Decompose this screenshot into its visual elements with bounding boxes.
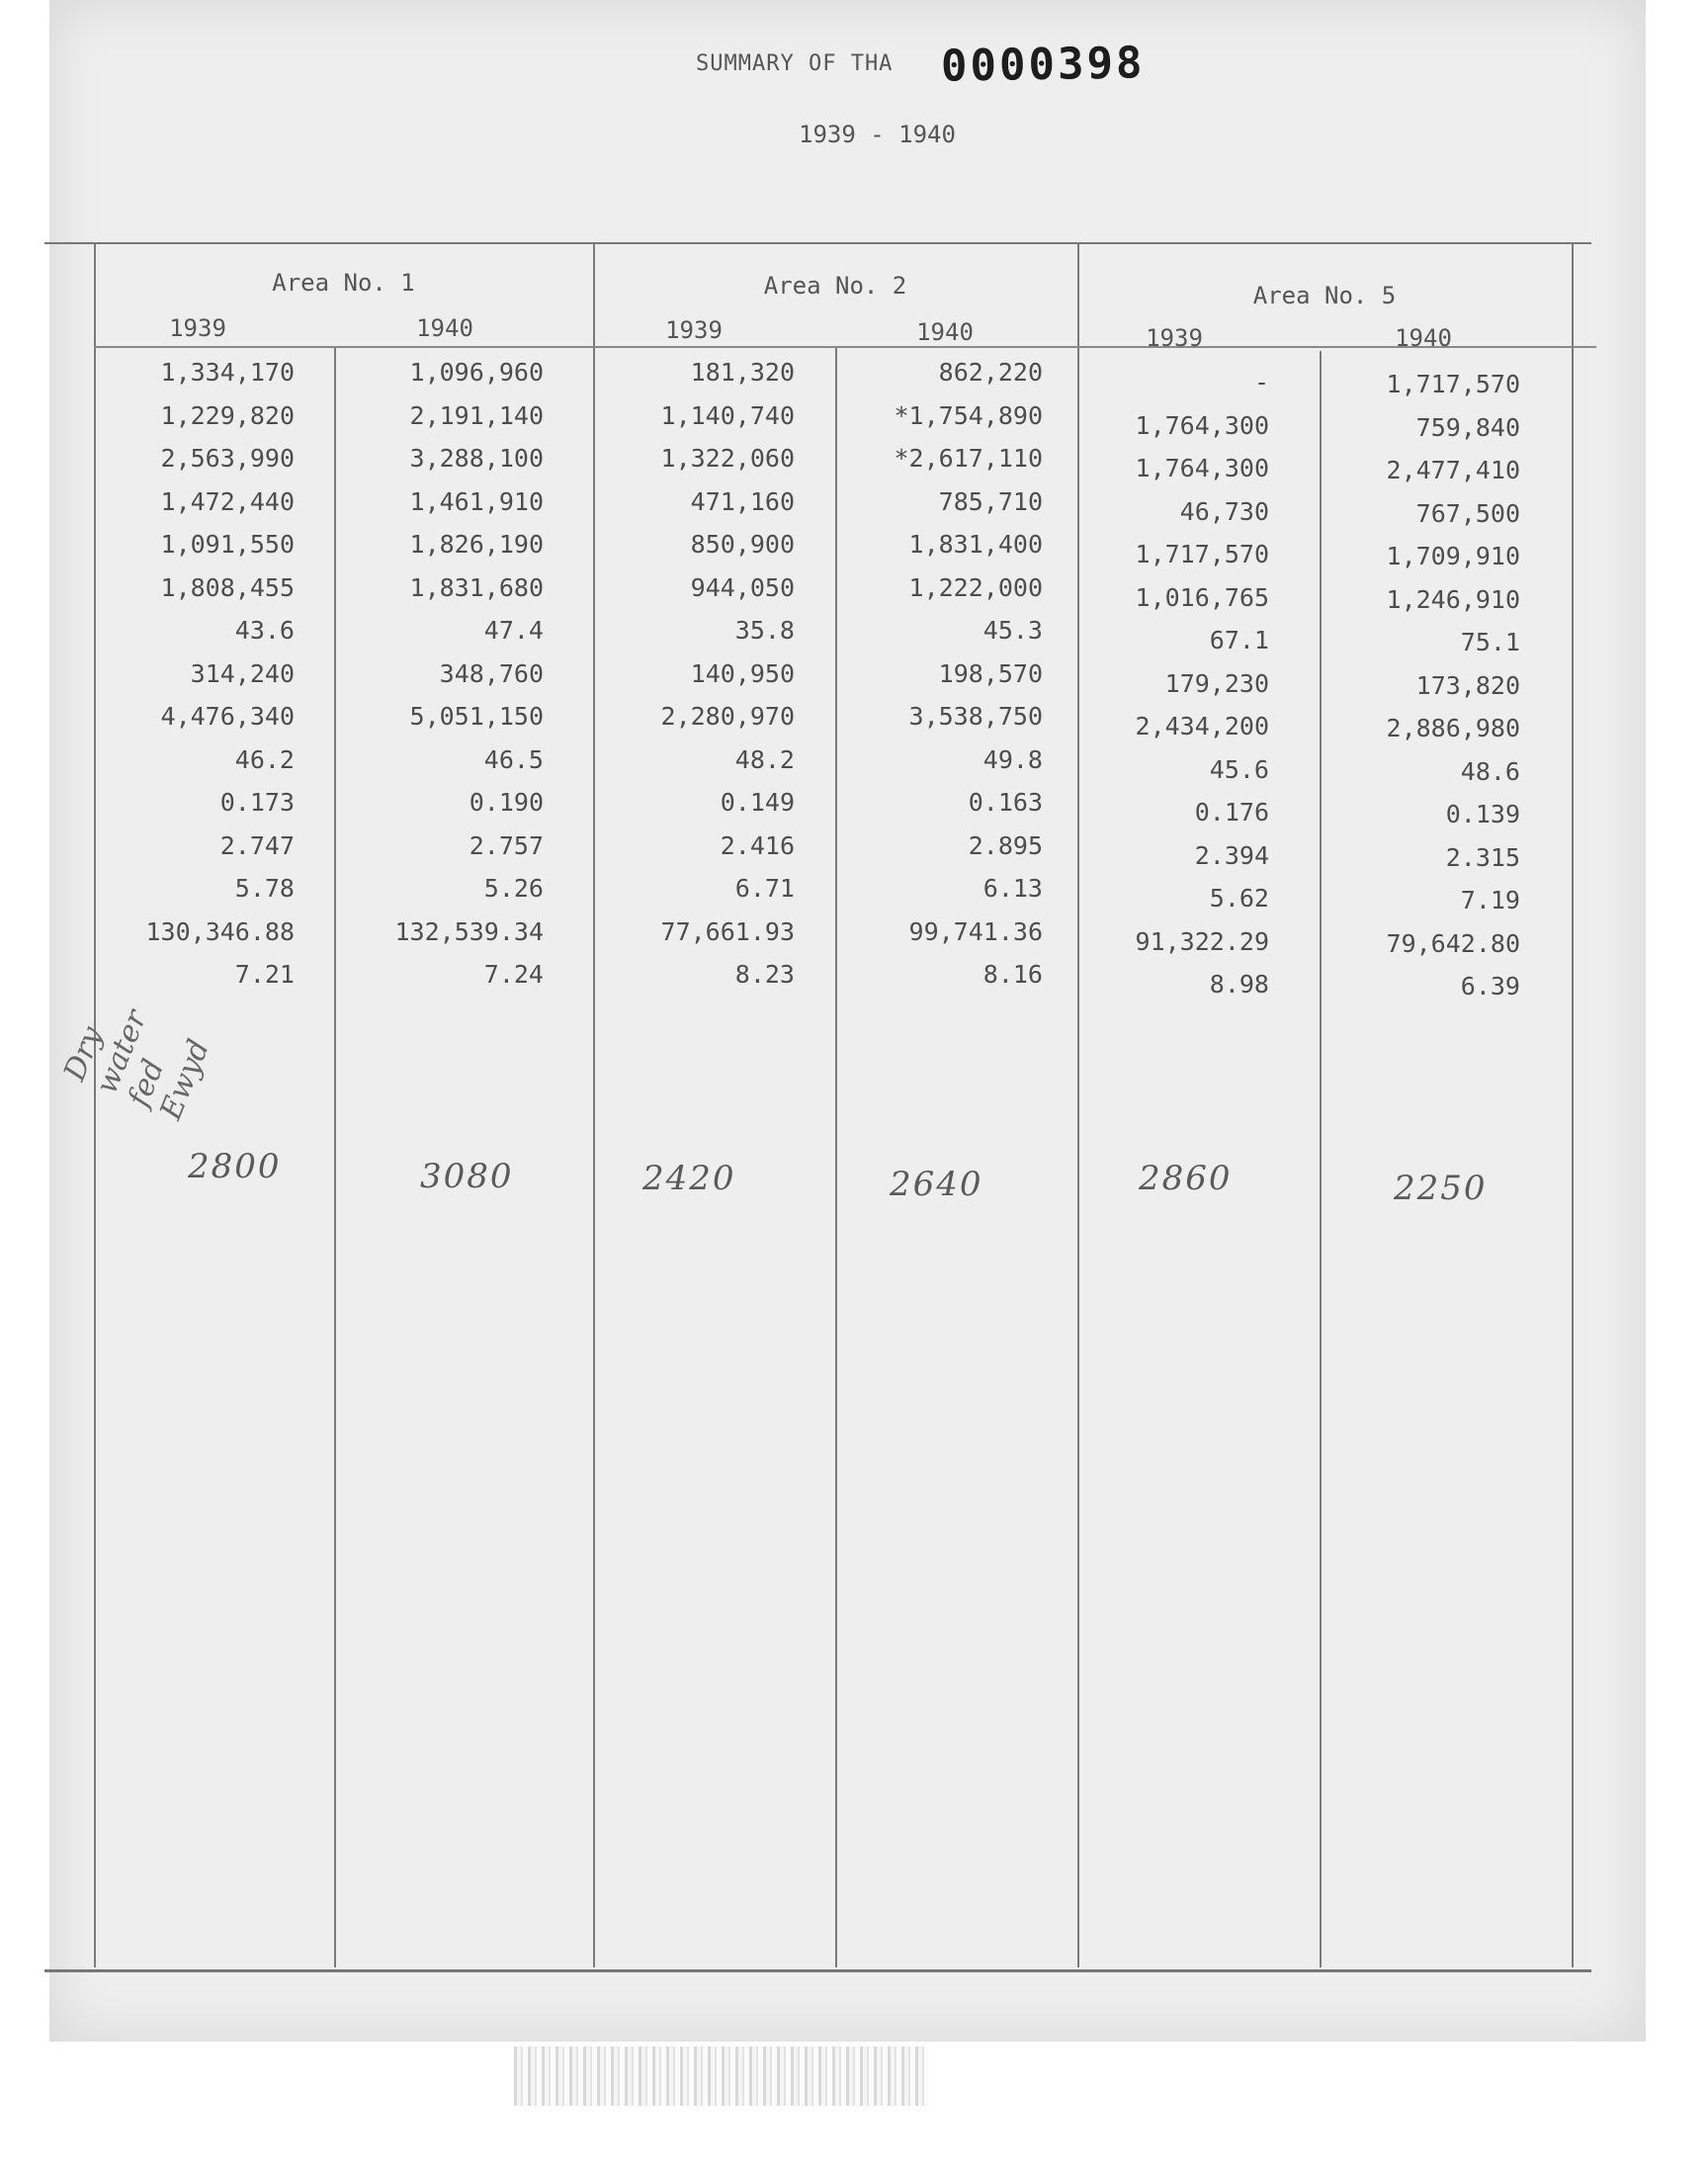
area-header: Area No. 5: [1252, 282, 1397, 309]
table-cell: 2.416: [720, 830, 795, 860]
table-cell: 91,322.29: [1135, 926, 1269, 956]
table-cell: 5.78: [234, 874, 295, 903]
table-cell: 130,346.88: [145, 916, 295, 946]
table-cell: 8.23: [734, 960, 795, 989]
table-cell: 1,222,000: [908, 572, 1043, 602]
table-cell: 2.895: [968, 830, 1043, 860]
table-cell: 45.6: [1209, 754, 1269, 784]
table-cell: 0.149: [720, 788, 795, 817]
table-cell: 1,140,740: [660, 400, 795, 430]
table-cell: 75.1: [1460, 628, 1520, 656]
table-cell: 5.62: [1209, 884, 1269, 913]
table-cell: 1,472,440: [160, 486, 295, 516]
table-cell: 1,091,550: [160, 530, 295, 559]
data-column: [839, 358, 1043, 1003]
table-cell: 1,717,570: [1386, 370, 1520, 398]
table-cell: 46.5: [483, 744, 544, 774]
table-cell: 1,229,820: [160, 400, 295, 430]
table-cell: 132,539.34: [394, 916, 544, 946]
table-cell: 3,288,100: [409, 444, 544, 473]
table-cell: 1,334,170: [160, 358, 295, 387]
data-column: [97, 358, 295, 1003]
table-cell: 2,280,970: [660, 702, 795, 731]
table-cell: 1,764,300: [1135, 454, 1269, 482]
area-rule: [1077, 242, 1079, 1967]
table-cell: 179,230: [1164, 668, 1269, 698]
table-cell: 2.394: [1194, 840, 1269, 870]
year-header: 1940: [416, 314, 473, 342]
handwritten-figure: 2860: [1139, 1159, 1233, 1198]
table-cell: 471,160: [690, 486, 795, 516]
data-column: [597, 358, 795, 1003]
table-cell: 348,760: [439, 658, 544, 688]
table-cell: 785,710: [938, 486, 1043, 516]
column-rule: [1320, 351, 1322, 1967]
data-column: [1081, 368, 1269, 1013]
table-cell: 43.6: [234, 616, 295, 645]
table-cell: 48.2: [734, 744, 795, 774]
table-cell: 8.16: [982, 960, 1043, 989]
table-cell: 0.163: [968, 788, 1043, 817]
table-cell: 99,741.36: [908, 916, 1043, 946]
table-cell: 2,886,980: [1386, 714, 1520, 742]
data-column: [338, 358, 544, 1003]
handwritten-figure: 2250: [1394, 1169, 1488, 1208]
year-header: 1940: [1395, 324, 1452, 352]
table-cell: 1,322,060: [660, 444, 795, 473]
table-cell: 7.21: [234, 960, 295, 989]
table-cell: 862,220: [938, 358, 1043, 387]
column-rule: [835, 346, 837, 1967]
area-header: Area No. 2: [763, 272, 907, 300]
table-cell: 1,831,400: [908, 530, 1043, 559]
table-cell: 1,826,190: [409, 530, 544, 559]
column-rule: [334, 346, 336, 1967]
table-cell: 6.39: [1460, 972, 1520, 1000]
area-rule: [593, 242, 595, 1967]
document-title: SUMMARY OF THA: [696, 51, 894, 76]
table-cell: 3,538,750: [908, 702, 1043, 731]
year-header: 1940: [916, 318, 974, 346]
table-cell: 850,900: [690, 530, 795, 559]
table-cell: 5,051,150: [409, 702, 544, 731]
table-cell: 8.98: [1209, 970, 1269, 999]
table-cell: 1,461,910: [409, 486, 544, 516]
table-cell: 1,764,300: [1135, 410, 1269, 440]
table-cell: 47.4: [483, 616, 544, 645]
table-cell: 759,840: [1415, 412, 1520, 442]
table-cell: 2,477,410: [1386, 456, 1520, 484]
table-cell: 1,016,765: [1135, 582, 1269, 612]
table-cell: 35.8: [734, 616, 795, 645]
table-cell: 77,661.93: [660, 916, 795, 946]
table-cell: 1,717,570: [1135, 540, 1269, 568]
table-cell: 2.757: [469, 830, 544, 860]
data-column: [1324, 370, 1520, 1015]
table-cell: 0.173: [219, 788, 295, 817]
table-cell: 2,434,200: [1135, 712, 1269, 740]
table-cell: 198,570: [938, 658, 1043, 688]
table-cell: 45.3: [982, 616, 1043, 645]
table-cell: 49.8: [982, 744, 1043, 774]
table-cell: 767,500: [1415, 498, 1520, 528]
table-cell: 314,240: [190, 658, 295, 688]
scan-artifact: [514, 2046, 929, 2106]
table-cell: 1,096,960: [409, 358, 544, 387]
table-cell: 5.26: [483, 874, 544, 903]
table-cell: 7.24: [483, 960, 544, 989]
year-header: 1939: [665, 316, 723, 344]
table-cell: *1,754,890: [894, 400, 1043, 430]
handwritten-figure: 2420: [642, 1159, 736, 1198]
table-cell: 944,050: [690, 572, 795, 602]
table-cell: 181,320: [690, 358, 795, 387]
table-cell: 79,642.80: [1386, 928, 1520, 958]
handwritten-figure: 2800: [188, 1147, 282, 1186]
table-cell: 7.19: [1460, 886, 1520, 914]
table-cell: 46,730: [1179, 496, 1269, 526]
table-cell: 1,831,680: [409, 572, 544, 602]
table-cell: -: [1253, 368, 1269, 396]
table-cell: 0.139: [1445, 800, 1520, 828]
area-header: Area No. 1: [272, 269, 415, 297]
table-rule-left: [94, 242, 96, 1967]
table-cell: 4,476,340: [160, 702, 295, 731]
table-cell: 2.315: [1445, 842, 1520, 872]
handwritten-figure: 2640: [890, 1165, 983, 1204]
table-cell: 67.1: [1209, 626, 1269, 654]
table-cell: 2,191,140: [409, 400, 544, 430]
document-subtitle: 1939 - 1940: [799, 121, 956, 148]
page-number-stamp: 0000398: [940, 38, 1146, 92]
table-cell: 0.190: [469, 788, 544, 817]
table-rule-right: [1572, 242, 1574, 1967]
table-cell: 140,950: [690, 658, 795, 688]
table-cell: 0.176: [1194, 798, 1269, 826]
table-cell: 1,709,910: [1386, 542, 1520, 570]
table-cell: 173,820: [1415, 670, 1520, 700]
table-cell: 2.747: [219, 830, 295, 860]
year-header: 1939: [169, 314, 226, 342]
table-cell: 2,563,990: [160, 444, 295, 473]
margin-annotation: Dry water fed Ewyd: [57, 1004, 217, 1125]
handwritten-figure: 3080: [420, 1157, 514, 1196]
year-header: 1939: [1146, 324, 1203, 352]
table-cell: 1,246,910: [1386, 584, 1520, 614]
table-cell: 48.6: [1460, 756, 1520, 786]
table-cell: 1,808,455: [160, 572, 295, 602]
table-cell: *2,617,110: [894, 444, 1043, 473]
table-cell: 46.2: [234, 744, 295, 774]
table-cell: 6.13: [982, 874, 1043, 903]
table-cell: 6.71: [734, 874, 795, 903]
